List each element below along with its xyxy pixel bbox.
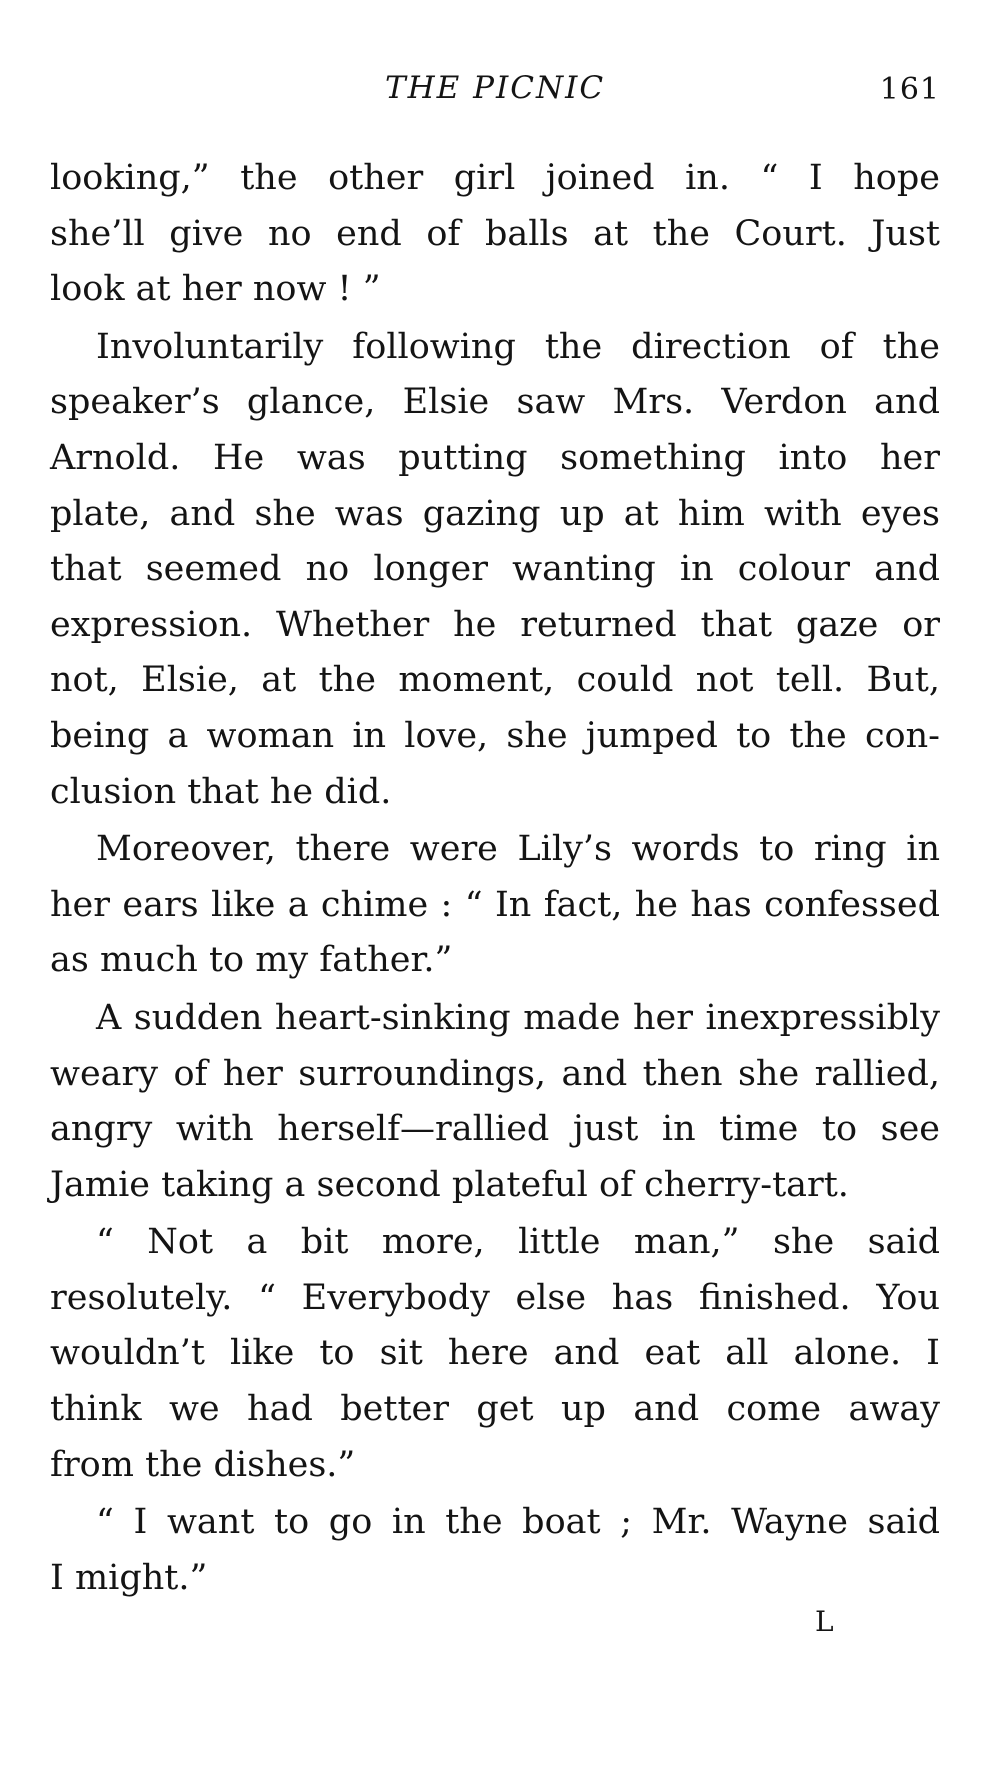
running-head: [50, 70, 940, 120]
paragraph-1: [50, 151, 940, 318]
text-line: resolutely. “ Everybody else has finished. You: [50, 1277, 940, 1318]
text-line: being a woman in love, she jumped to the con-: [50, 715, 940, 756]
text-line: Moreover, there were Lily’s words to ring in: [96, 829, 940, 870]
text-line: look at her now ! ”: [50, 269, 381, 310]
text-line: as much to my father.”: [50, 940, 453, 981]
text-line: A sudden heart-sinking made her inexpressibly: [96, 997, 940, 1038]
paragraph-5: [50, 1215, 940, 1493]
page-number: 161: [879, 72, 940, 107]
paragraph-6: [50, 1495, 940, 1606]
paragraph-4: [50, 991, 940, 1213]
text-line: her ears like a chime : “ In fact, he has confessed: [50, 884, 940, 925]
paragraph-2: [50, 320, 940, 820]
paragraph-3: [50, 822, 940, 989]
text-line: speaker’s glance, Elsie saw Mrs. Verdon and: [50, 382, 940, 423]
text-line: weary of her surroundings, and then she rallied,: [50, 1053, 940, 1094]
text-line: “ Not a bit more, little man,” she said: [96, 1222, 940, 1263]
text-line: expression. Whether he returned that gaze or: [50, 604, 940, 645]
text-line: that seemed no longer wanting in colour and: [50, 549, 940, 590]
text-line: Jamie taking a second plateful of cherry-tart.: [50, 1164, 849, 1205]
text-line: think we had better get up and come away: [50, 1389, 940, 1430]
text-line: Arnold. He was putting something into her: [50, 437, 940, 478]
text-line: I might.”: [50, 1557, 208, 1598]
text-line: “ I want to go in the boat ; Mr. Wayne said: [96, 1502, 940, 1543]
text-line: plate, and she was gazing up at him with eyes: [50, 493, 940, 534]
body-text: [50, 151, 940, 1608]
text-line: Involuntarily following the direction of the: [96, 326, 940, 367]
text-line: from the dishes.”: [50, 1444, 356, 1485]
running-title: THE PICNIC: [384, 70, 606, 106]
text-line: looking,” the other girl joined in. “ I hope: [50, 158, 940, 198]
signature-mark: L: [815, 1605, 835, 1638]
text-line: she’ll give no end of balls at the Court. Just: [50, 213, 940, 254]
text-line: clusion that he did.: [50, 771, 392, 812]
text-line: angry with herself—rallied just in time to see: [50, 1109, 940, 1150]
text-line: wouldn’t like to sit here and eat all alone. I: [50, 1333, 940, 1374]
text-line: not, Elsie, at the moment, could not tell. But,: [50, 660, 940, 701]
